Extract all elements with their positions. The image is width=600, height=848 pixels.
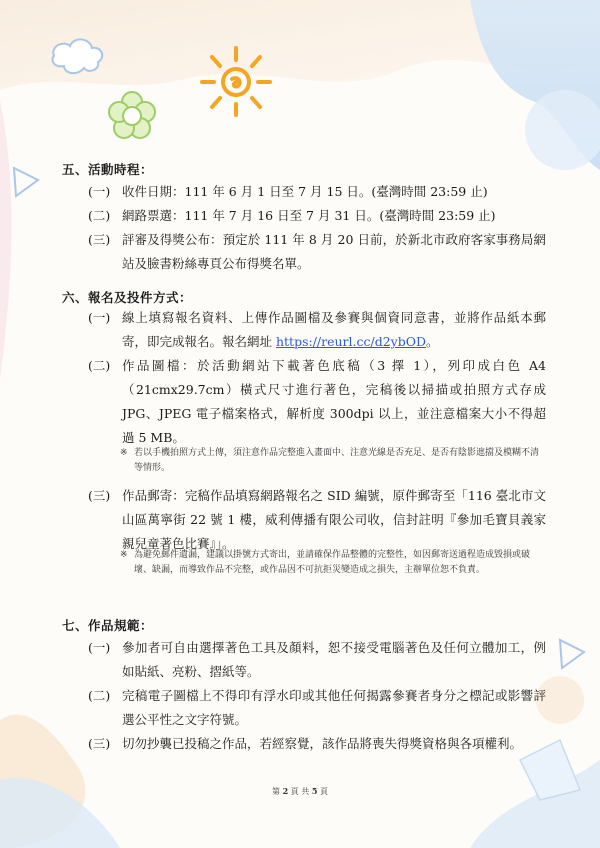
page-footer xyxy=(0,786,600,797)
item-text: 參加者可自由選擇著色工具及顏料，恕不接受電腦著色及任何立體加工，例如貼紙、亮粉、摺紙等。 xyxy=(122,640,546,679)
item-number: (二) xyxy=(88,688,111,703)
list-item xyxy=(88,180,546,204)
item-number: (三) xyxy=(88,736,111,751)
list-item xyxy=(88,228,546,276)
note xyxy=(120,446,540,476)
note-text: 為避免郵件遺漏，建議以掛號方式寄出，並請確保作品整體的完整性，如因郵寄送過程造成毀損或破壞、缺漏，而導致作品不完整，或作品因不可抗拒災變造成之損失，主辦單位恕不負責。 xyxy=(134,550,531,575)
item-text-part: 線上填寫報名資料、上傳作品圖檔及參賽與個資同意書，並將作品紙本郵寄，即完成報名。報名網址 xyxy=(122,310,546,349)
item-text: 收件日期：111 年 6 月 1 日至 7 月 15 日。(臺灣時間 23:59 止) xyxy=(122,184,488,199)
total-page-number: 5 xyxy=(311,786,318,796)
item-text: 作品圖檔：於活動網站下載著色底稿（3 擇 1），列印成白色 A4（21cmx29.7cm）橫式尺寸進行著色，完稿後以掃描或拍照方式存成 JPG、JPEG 電子檔案格式，解析度 300dpi 以上，並注意檔案大小不得超過 5 MB。 xyxy=(122,358,546,445)
footer-middle: 頁 共 xyxy=(290,787,310,796)
item-text: 切勿抄襲已投稿之作品，若經察覺，該作品將喪失得獎資格與各項權利。 xyxy=(122,736,523,751)
note-mark: ※ xyxy=(120,550,128,560)
section-heading: 五、活動時程： xyxy=(62,162,154,177)
item-number: (一) xyxy=(88,310,111,325)
footer-suffix: 頁 xyxy=(319,787,328,796)
section-heading: 六、報名及投件方式： xyxy=(62,290,193,305)
current-page-number: 2 xyxy=(282,786,289,796)
note-text: 若以手機拍照方式上傳，須注意作品完整進入畫面中、注意光線是否充足、是否有陰影遮擋及模糊不清等情形。 xyxy=(134,448,540,473)
note-mark: ※ xyxy=(120,448,128,458)
list-item xyxy=(88,636,546,684)
item-number: (三) xyxy=(88,488,111,503)
item-text: 評審及得獎公布：預定於 111 年 8 月 20 日前，於新北市政府客家事務局網站及臉書粉絲專頁公布得獎名單。 xyxy=(122,232,546,271)
list-item xyxy=(88,484,546,556)
item-text: 網路票選：111 年 7 月 16 日至 7 月 31 日。(臺灣時間 23:59 止) xyxy=(122,208,496,223)
registration-link[interactable]: https://reurl.cc/d2ybOD xyxy=(275,334,427,349)
section-heading: 七、作品規範： xyxy=(62,618,154,633)
list-item xyxy=(88,354,546,450)
item-number: (一) xyxy=(88,640,111,655)
item-text: 完稿電子圖檔上不得印有浮水印或其他任何揭露參賽者身分之標記或影響評選公平性之文字符號。 xyxy=(122,688,546,727)
footer-prefix: 第 xyxy=(272,787,281,796)
item-text xyxy=(122,306,546,354)
item-number: (三) xyxy=(88,232,111,247)
item-number: (一) xyxy=(88,184,111,199)
item-number: (二) xyxy=(88,208,111,223)
list-item xyxy=(88,204,546,228)
note xyxy=(120,548,540,578)
item-text: 作品郵寄：完稿作品填寫網路報名之 SID 編號，原件郵寄至「116 臺北市文山區萬寧街 22 號 1 樓，威利傳播有限公司收，信封註明『參加毛寶貝義家親兒童著色比賽』」。 xyxy=(122,488,546,551)
item-text-part: 。 xyxy=(426,334,439,349)
item-number: (二) xyxy=(88,358,111,373)
list-item xyxy=(88,306,546,354)
list-item xyxy=(88,684,546,732)
list-item xyxy=(88,732,546,756)
